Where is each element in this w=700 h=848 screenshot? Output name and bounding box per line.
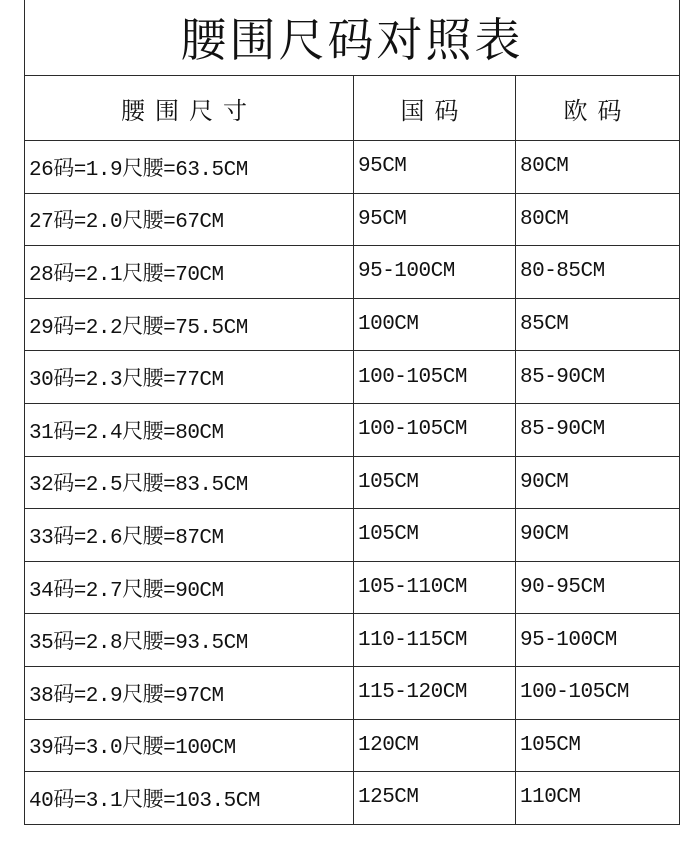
table-row <box>25 772 680 825</box>
waist-size-cell: 28码=2.1尺腰=70CM <box>25 246 354 299</box>
table-row <box>25 666 680 719</box>
cn-size-cell: 110-115CM <box>354 614 516 667</box>
header-eu-size: 欧码 <box>516 76 680 141</box>
eu-size-cell: 90CM <box>516 509 680 562</box>
table-row <box>25 351 680 404</box>
cn-size-cell: 100-105CM <box>354 403 516 456</box>
cn-size-cell: 100CM <box>354 298 516 351</box>
waist-size-cell: 26码=1.9尺腰=63.5CM <box>25 141 354 194</box>
eu-size-cell: 105CM <box>516 719 680 772</box>
cn-size-cell: 95-100CM <box>354 246 516 299</box>
cn-size-cell: 115-120CM <box>354 666 516 719</box>
header-cn-size: 国码 <box>354 76 516 141</box>
waist-size-cell: 33码=2.6尺腰=87CM <box>25 509 354 562</box>
waist-size-cell: 30码=2.3尺腰=77CM <box>25 351 354 404</box>
table-row <box>25 298 680 351</box>
cn-size-cell: 105-110CM <box>354 561 516 614</box>
waist-size-cell: 31码=2.4尺腰=80CM <box>25 403 354 456</box>
eu-size-cell: 90CM <box>516 456 680 509</box>
table-row <box>25 614 680 667</box>
waist-size-cell: 32码=2.5尺腰=83.5CM <box>25 456 354 509</box>
waist-size-cell: 29码=2.2尺腰=75.5CM <box>25 298 354 351</box>
eu-size-cell: 95-100CM <box>516 614 680 667</box>
table-row <box>25 509 680 562</box>
eu-size-cell: 90-95CM <box>516 561 680 614</box>
eu-size-cell: 80CM <box>516 193 680 246</box>
waist-size-cell: 40码=3.1尺腰=103.5CM <box>25 772 354 825</box>
cn-size-cell: 125CM <box>354 772 516 825</box>
eu-size-cell: 100-105CM <box>516 666 680 719</box>
eu-size-cell: 85CM <box>516 298 680 351</box>
cn-size-cell: 95CM <box>354 141 516 194</box>
eu-size-cell: 110CM <box>516 772 680 825</box>
waist-size-cell: 39码=3.0尺腰=100CM <box>25 719 354 772</box>
header-waist-size: 腰围尺寸 <box>25 76 354 141</box>
waist-size-cell: 27码=2.0尺腰=67CM <box>25 193 354 246</box>
header-row <box>25 76 680 141</box>
cn-size-cell: 105CM <box>354 456 516 509</box>
eu-size-cell: 85-90CM <box>516 351 680 404</box>
title-row <box>25 0 680 76</box>
table-row <box>25 193 680 246</box>
eu-size-cell: 80CM <box>516 141 680 194</box>
waist-size-table <box>24 0 680 825</box>
table-row <box>25 561 680 614</box>
table-row <box>25 456 680 509</box>
cn-size-cell: 100-105CM <box>354 351 516 404</box>
cn-size-cell: 120CM <box>354 719 516 772</box>
eu-size-cell: 80-85CM <box>516 246 680 299</box>
waist-size-cell: 34码=2.7尺腰=90CM <box>25 561 354 614</box>
cn-size-cell: 95CM <box>354 193 516 246</box>
table-row <box>25 246 680 299</box>
eu-size-cell: 85-90CM <box>516 403 680 456</box>
table-row <box>25 403 680 456</box>
waist-size-cell: 38码=2.9尺腰=97CM <box>25 666 354 719</box>
cn-size-cell: 105CM <box>354 509 516 562</box>
table-row <box>25 141 680 194</box>
waist-size-cell: 35码=2.8尺腰=93.5CM <box>25 614 354 667</box>
table-row <box>25 719 680 772</box>
table-body <box>25 141 680 825</box>
table-title: 腰围尺码对照表 <box>25 0 680 76</box>
